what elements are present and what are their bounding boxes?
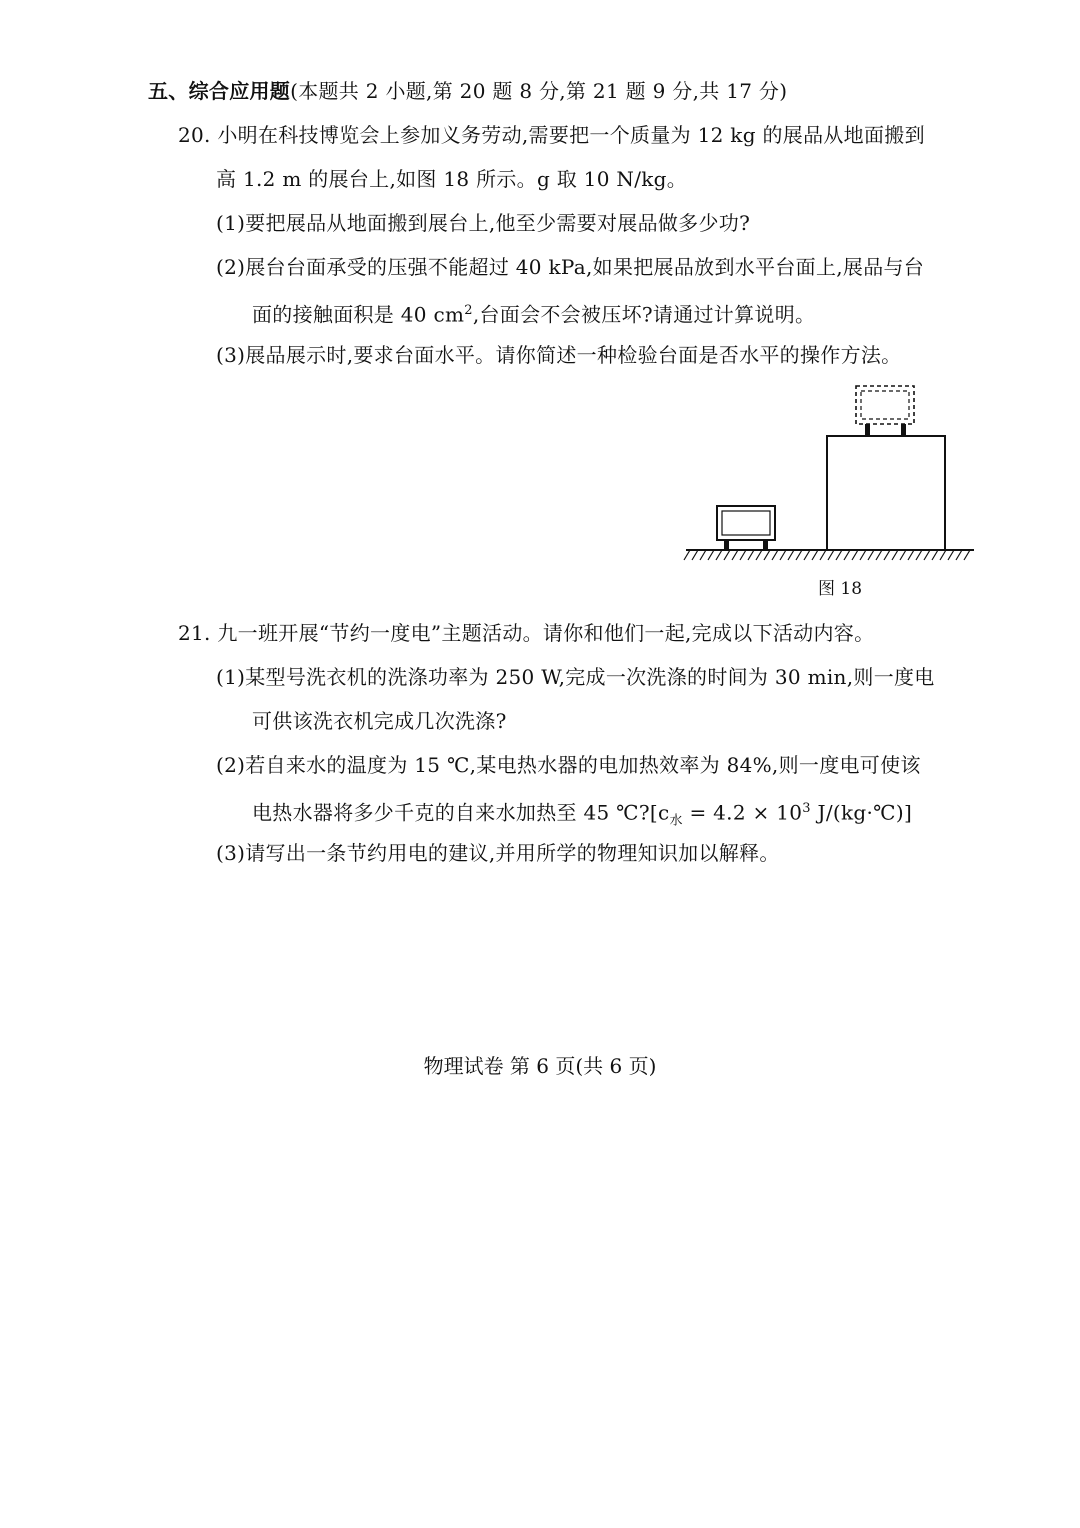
section-note: (本题共 2 小题,第 20 题 8 分,第 21 题 9 分,共 17 分) — [290, 79, 788, 103]
q20-part1: (1)要把展品从地面搬到展台上,他至少需要对展品做多少功? — [216, 211, 751, 235]
figure-18 — [680, 378, 980, 600]
q21-line1: 21. 九一班开展“节约一度电”主题活动。请你和他们一起,完成以下活动内容。 — [178, 621, 875, 645]
q20-line1: 20. 小明在科技博览会上参加义务劳动,需要把一个质量为 12 kg 的展品从地面搬到 — [178, 123, 925, 147]
q20-area-exponent: 2 — [464, 303, 473, 318]
q20-part2-post: ,台面会不会被压坏?请通过计算说明。 — [472, 302, 816, 327]
section-title: 五、综合应用题 — [148, 79, 291, 103]
q21-part1-line1: (1)某型号洗衣机的洗涤功率为 250 W,完成一次洗涤的时间为 30 min,则一度电 — [216, 665, 935, 689]
q21-part3: (3)请写出一条节约用电的建议,并用所学的物理知识加以解释。 — [216, 841, 780, 865]
q21-part2-pre: 电热水器将多少千克的自来水加热至 45 ℃?[c — [252, 800, 670, 825]
display-platform — [827, 436, 945, 550]
figure-caption: 图 18 — [817, 579, 863, 599]
q20-part2-pre: 面的接触面积是 40 cm — [252, 302, 465, 327]
q20-part2-line2 — [252, 296, 815, 330]
q21-exponent: 3 — [802, 801, 811, 816]
section-header — [148, 76, 787, 106]
q20-part2-line1: (2)展台台面承受的压强不能超过 40 kPa,如果把展品放到水平台面上,展品与台 — [216, 255, 925, 279]
q20-part3: (3)展品展示时,要求台面水平。请你简述一种检验台面是否水平的操作方法。 — [216, 343, 902, 367]
q21-subscript-water: 水 — [669, 813, 683, 829]
q21-part2-mid: = 4.2 × 10 — [682, 800, 803, 825]
page-footer: 物理试卷 第 6 页(共 6 页) — [423, 1054, 657, 1078]
q21-part2-post: J/(kg·℃)] — [810, 800, 913, 825]
q21-part2-line2 — [252, 794, 912, 837]
q21-part2-line1: (2)若自来水的温度为 15 ℃,某电热水器的电加热效率为 84%,则一度电可使该 — [216, 753, 921, 777]
ground-hatching — [684, 550, 970, 560]
q21-part1-line2: 可供该洗衣机完成几次洗涤? — [252, 709, 507, 733]
q20-line2: 高 1.2 m 的展台上,如图 18 所示。g 取 10 N/kg。 — [216, 167, 688, 191]
exhibit-on-platform-dashed — [856, 386, 914, 436]
exhibit-on-ground — [717, 506, 775, 550]
